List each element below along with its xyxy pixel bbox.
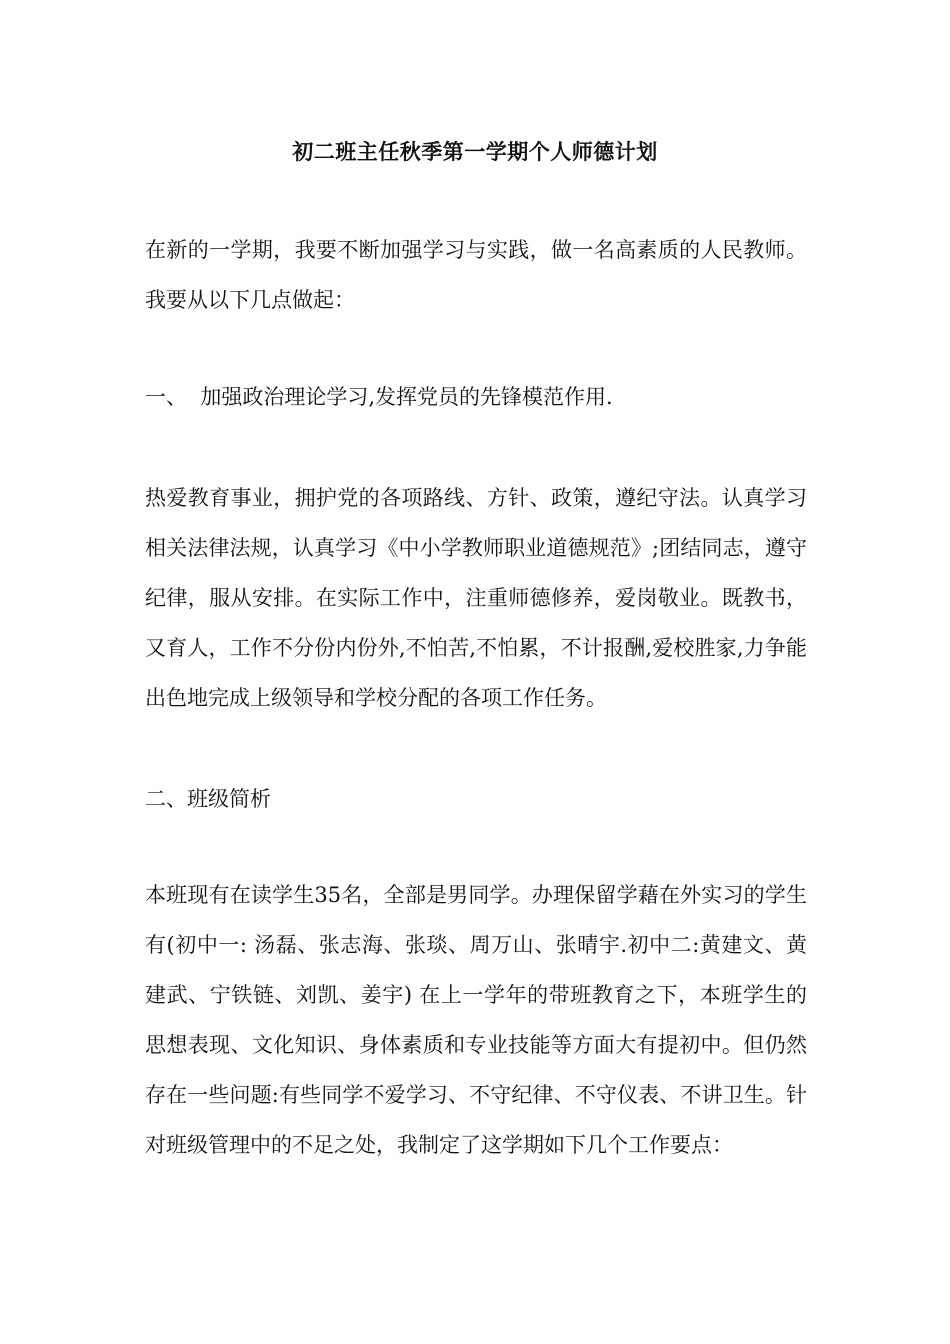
section-two-paragraph: 本班现有在读学生35名，全部是男同学。办理保留学藉在外实习的学生有(初中一: 汤磊、张志海、张琰、周万山、张晴宇.初中二:黄建文、黄建武、宁铁链、刘凯、姜宇) 在上一学年的带班教育之下，本班学生的思想表现、文化知识、身体素质和专业技能等方面大有提初中。但仍然存在一些问题:有些同学不爱学习、不守纪律、不守仪表、不讲卫生。针对班级管理中的不足之处，我制定了这学期如下几个工作要点： [145,883,807,1157]
document-title: 初二班主任秋季第一学期个人师德计划 [292,140,658,164]
section-one-paragraph: 热爱教育事业，拥护党的各项路线、方针、政策，遵纪守法。认真学习相关法律法规，认真学习《中小学教师职业道德规范》;团结同志，遵守纪律，服从安排。在实际工作中，注重师德修养，爱岗敬业。既教书，又育人，工作不分份内份外,不怕苦,不怕累，不计报酬,爱校胜家,力争能出色地完成上级领导和学校分配的各项工作任务。 [145,486,807,710]
section-one-heading: 一、 加强政治理论学习,发挥党员的先锋模范作用. [145,385,613,409]
section-two-heading: 二、班级简析 [145,787,271,811]
intro-paragraph: 在新的一学期，我要不断加强学习与实践，做一名高素质的人民教师。我要从以下几点做起： [145,238,807,312]
